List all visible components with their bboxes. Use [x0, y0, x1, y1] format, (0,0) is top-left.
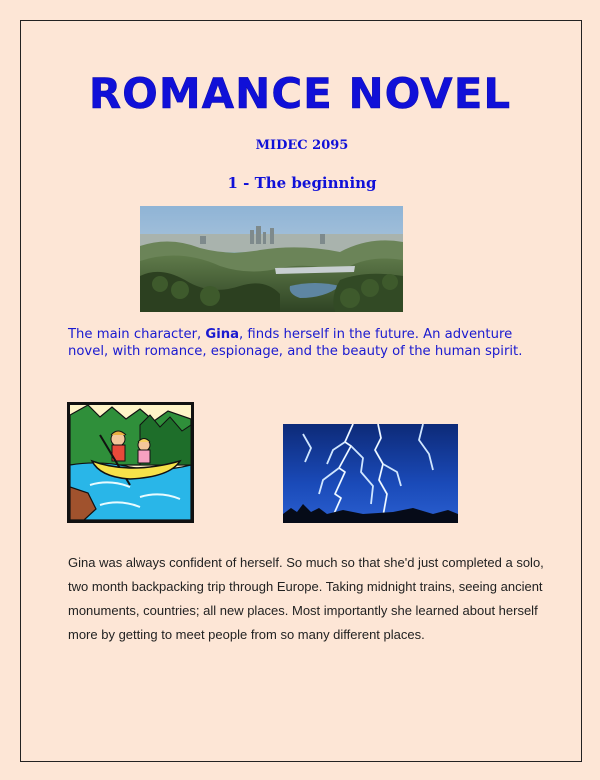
lightning-photo — [283, 424, 458, 523]
document-title: ROMANCE NOVEL — [88, 69, 512, 118]
body-paragraph: Gina was always confident of herself. So much so that she'd just completed a solo, two month backpacking trip through Europe. Taking midnight trains, seeing ancient monuments, countries; all new places. Most importantly she learned about herself more by getting to meet people from so many different places. — [68, 555, 544, 642]
canoe-clipart — [67, 402, 194, 523]
intro-text-before: The main character, — [68, 327, 206, 342]
landscape-photo — [140, 206, 403, 312]
intro-text-after: , finds herself in the future. An adventure novel, with romance, espionage, and the beauty of the human spirit. — [68, 327, 523, 359]
chapter-heading: 1 - The beginning — [227, 174, 377, 192]
document-subtitle: MIDEC 2095 — [255, 138, 349, 153]
character-name: Gina — [205, 327, 240, 342]
page-border — [20, 20, 582, 762]
intro-paragraph — [68, 326, 538, 360]
